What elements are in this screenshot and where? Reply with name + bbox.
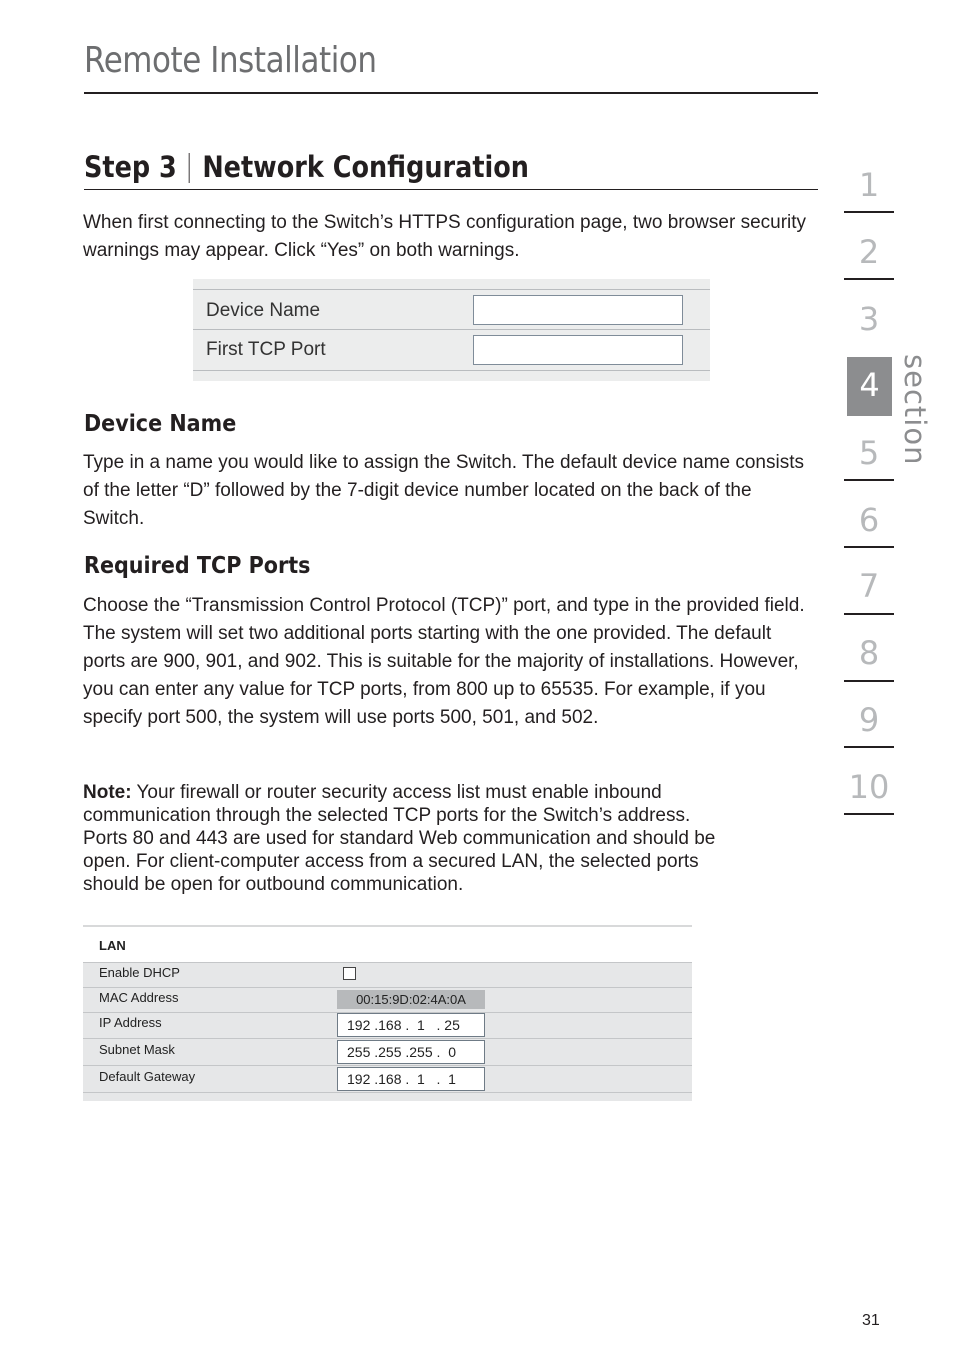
note-paragraph <box>83 781 803 896</box>
device-name-paragraph: Type in a name you would like to assign the Switch. The default device name consists of the letter “D” followed by the 7-digit device number located on the back of the Switch. <box>83 452 804 529</box>
note-label: Note: <box>83 782 132 803</box>
page-title: Remote Installation <box>84 40 377 81</box>
device-name-row <box>193 291 710 329</box>
tab-divider <box>844 613 894 615</box>
title-rule <box>84 92 818 94</box>
section-tab-3[interactable]: 3 <box>858 300 880 338</box>
step-separator <box>189 153 190 183</box>
section-tab-9[interactable]: 9 <box>858 701 880 739</box>
first-tcp-port-input[interactable] <box>473 335 683 365</box>
enable-dhcp-checkbox[interactable] <box>343 967 356 980</box>
tab-divider <box>844 813 894 815</box>
note-text: Your firewall or router security access list must enable inbound <box>131 782 662 803</box>
lan-settings-panel <box>83 925 692 1101</box>
row-divider <box>83 1065 692 1066</box>
section-tab-2[interactable]: 2 <box>858 233 880 271</box>
default-gateway-label: Default Gateway <box>99 1069 196 1084</box>
device-name-input[interactable] <box>473 295 683 325</box>
subnet-mask-label: Subnet Mask <box>99 1042 175 1057</box>
form-divider <box>193 329 710 330</box>
enable-dhcp-label: Enable DHCP <box>99 965 180 980</box>
tcp-ports-heading: Required TCP Ports <box>84 553 311 579</box>
mac-address-value: 00:15:9D:02:4A:0A <box>337 990 485 1009</box>
device-name-label: Device Name <box>206 300 321 321</box>
tcp-ports-paragraph: Choose the “Transmission Control Protocol (TCP)” port, and type in the provided field. The system will set two additional ports starting with the one provided. The default ports are 900, 901, and 902. This is suitable for the majority of installations. However, you can enter any value for TCP ports, from 800 up to 65535. For example, if you specify port 500, the system will use ports 500, 501, and 502. <box>83 595 805 728</box>
tab-divider <box>844 680 894 682</box>
step-heading <box>84 150 529 184</box>
default-gateway-input[interactable]: 192 .168 . 1 . 1 <box>337 1067 485 1091</box>
row-divider <box>83 1092 692 1093</box>
step-title: Network Configuration <box>202 150 529 184</box>
form-divider <box>193 289 710 290</box>
note-line: open. For client-computer access from a secured LAN, the selected ports <box>83 851 699 872</box>
row-divider <box>83 962 692 963</box>
note-line: communication through the selected TCP ports for the Switch’s address. <box>83 805 691 826</box>
note-line: should be open for outbound communication. <box>83 874 464 895</box>
lan-header: LAN <box>99 938 126 953</box>
section-tab-1[interactable]: 1 <box>858 166 880 204</box>
section-tab-6[interactable]: 6 <box>858 501 880 539</box>
tab-divider <box>844 278 894 280</box>
row-divider <box>83 1038 692 1039</box>
row-divider <box>83 987 692 988</box>
subnet-mask-input[interactable]: 255 .255 .255 . 0 <box>337 1040 485 1064</box>
tab-divider <box>844 546 894 548</box>
intro-paragraph: When first connecting to the Switch’s HTTPS configuration page, two browser security warnings may appear. Click “Yes” on both warnings. <box>83 212 807 261</box>
device-settings-form <box>193 279 710 381</box>
mac-address-label: MAC Address <box>99 990 179 1005</box>
first-tcp-port-row <box>193 331 710 369</box>
tab-divider <box>844 479 894 481</box>
section-tab-8[interactable]: 8 <box>858 634 880 672</box>
note-line: Ports 80 and 443 are used for standard Web communication and should be <box>83 828 716 849</box>
section-tab-4-label: 4 <box>859 366 880 404</box>
section-tab-5[interactable]: 5 <box>858 434 880 472</box>
step-label: Step 3 <box>84 150 177 184</box>
section-tab-7[interactable]: 7 <box>858 567 880 605</box>
form-divider <box>193 370 710 371</box>
page-number: 31 <box>862 1312 880 1329</box>
tab-divider <box>844 746 894 748</box>
tab-divider <box>844 211 894 213</box>
step-rule <box>84 189 818 190</box>
section-tab-10[interactable]: 10 <box>848 768 890 806</box>
panel-border <box>83 925 692 927</box>
note-line <box>83 781 803 804</box>
ip-address-label: IP Address <box>99 1015 162 1030</box>
first-tcp-port-label: First TCP Port <box>206 339 326 360</box>
section-label: section <box>898 354 932 466</box>
device-name-heading: Device Name <box>84 411 237 437</box>
ip-address-input[interactable]: 192 .168 . 1 . 25 <box>337 1013 485 1037</box>
